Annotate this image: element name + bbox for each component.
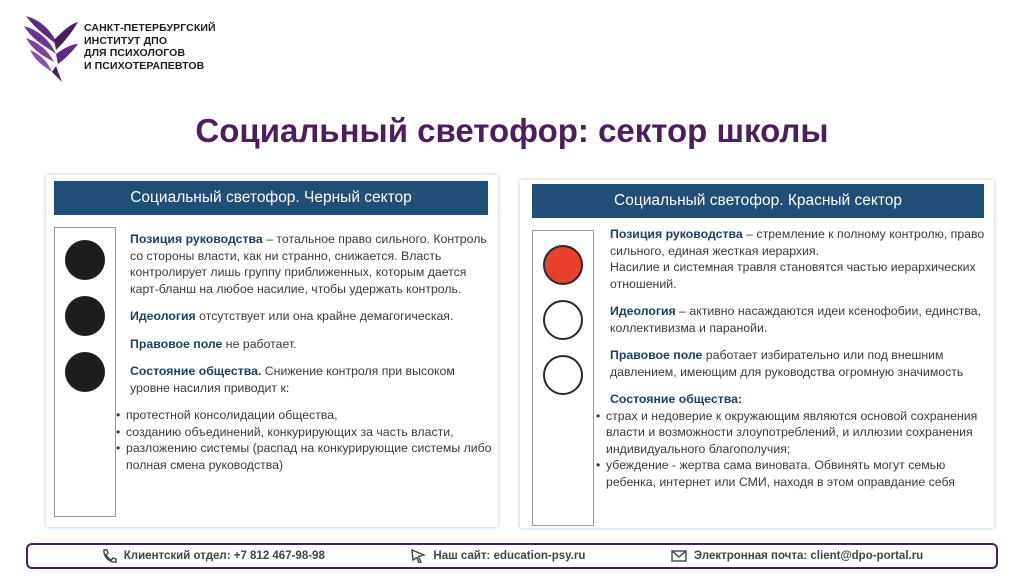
email-text: Электронная почта: client@dpo-portal.ru <box>693 550 924 562</box>
position-text-2: Насилие и системная травля становятся частью иерархических отношений. <box>610 260 976 291</box>
black-lamp-icon <box>65 352 105 392</box>
red-sector-card <box>520 180 994 528</box>
society-list <box>596 408 992 491</box>
black-lamp-icon <box>65 240 105 280</box>
society-paragraph <box>610 391 992 408</box>
institute-logo <box>22 10 216 84</box>
ideology-label: Идеология <box>610 304 676 318</box>
society-text: Снижение контроля при высоком уровне насилия приводит к: <box>130 364 455 395</box>
list-item: • протестной консолидации общества, <box>116 407 496 424</box>
logo-text <box>84 22 216 72</box>
position-label: Позиция руководства <box>610 227 743 241</box>
footer-email[interactable] <box>671 549 923 563</box>
contact-footer <box>26 543 998 569</box>
position-paragraph <box>610 226 992 292</box>
ideology-text: отсутствует или она крайне демагогическая. <box>195 309 454 323</box>
law-paragraph <box>610 347 992 380</box>
logo-line: И ПСИХОТЕРАПЕВТОВ <box>84 59 205 72</box>
red-sector-header: Социальный светофор. Красный сектор <box>532 184 984 218</box>
logo-line: ИНСТИТУТ ДПО <box>84 34 168 47</box>
position-text: – тотальное право сильного. Контроль со стороны власти, как ни странно, снижается. Власть контролирует лишь группу приближенных, которым дается карт-бланш на любое насилие, чтобы удержать контроль. <box>130 232 487 296</box>
envelope-icon <box>671 549 687 563</box>
logo-line: ДЛЯ ПСИХОЛОГОВ <box>84 47 186 59</box>
black-sector-header: Социальный светофор. Черный сектор <box>54 181 488 215</box>
law-label: Правовое поле <box>610 348 703 362</box>
society-label: Состояние общества: <box>610 392 743 406</box>
society-paragraph <box>130 363 496 396</box>
society-list <box>116 407 496 473</box>
position-label: Позиция руководства <box>130 232 263 246</box>
wings-logo-icon <box>22 10 80 84</box>
black-sector-text <box>126 231 496 473</box>
position-paragraph <box>130 231 496 297</box>
law-text: работает избирательно или под внешним давлением, имеющим для руководства огромную значимость <box>610 348 964 379</box>
slide-title: Социальный светофор: сектор школы <box>195 112 829 149</box>
site-text: Наш сайт: education-psy.ru <box>433 550 586 562</box>
phone-text: Клиентский отдел: +7 812 467-98-98 <box>123 550 325 562</box>
law-paragraph <box>130 336 496 353</box>
list-item: • страх и недоверие к окружающим являются основой сохранения власти и возможности злоупотреблений, и иллюзии сохранения индивидуального благополучия; <box>596 408 992 458</box>
empty-lamp-icon <box>543 300 583 340</box>
ideology-text: – активно насаждаются идеи ксенофобии, единства, коллективизма и паранойи. <box>610 304 982 335</box>
list-item: • созданию объединений, конкурирующих за часть власти, <box>116 424 496 441</box>
empty-lamp-icon <box>543 355 583 395</box>
footer-site[interactable] <box>410 549 585 563</box>
society-label: Состояние общества. <box>130 364 262 378</box>
black-lamp-icon <box>65 296 105 336</box>
position-text: – стремление к полному контролю, право сильного, единая жесткая иерархия. <box>610 227 985 258</box>
traffic-light <box>532 230 594 526</box>
ideology-paragraph <box>610 303 992 336</box>
red-sector-text <box>606 226 992 490</box>
law-text: не работает. <box>222 336 297 351</box>
list-item: • разложению системы (распад на конкурирующие системы либо полная смена руководства) <box>116 440 496 473</box>
logo-line: САНКТ-ПЕТЕРБУРГСКИЙ <box>84 22 216 34</box>
ideology-paragraph <box>130 308 496 325</box>
red-lamp-icon <box>543 245 583 285</box>
footer-phone[interactable] <box>101 549 325 563</box>
cursor-icon <box>410 549 426 563</box>
phone-icon <box>101 549 117 563</box>
law-label: Правовое поле <box>130 336 223 351</box>
ideology-label: Идеология <box>130 309 196 323</box>
list-item: • убеждение - жертва сама виновата. Обвинять могут семью ребенка, интернет или СМИ, находя в этом оправдание себя <box>596 457 992 490</box>
black-sector-card <box>46 175 498 527</box>
traffic-light <box>54 227 116 517</box>
